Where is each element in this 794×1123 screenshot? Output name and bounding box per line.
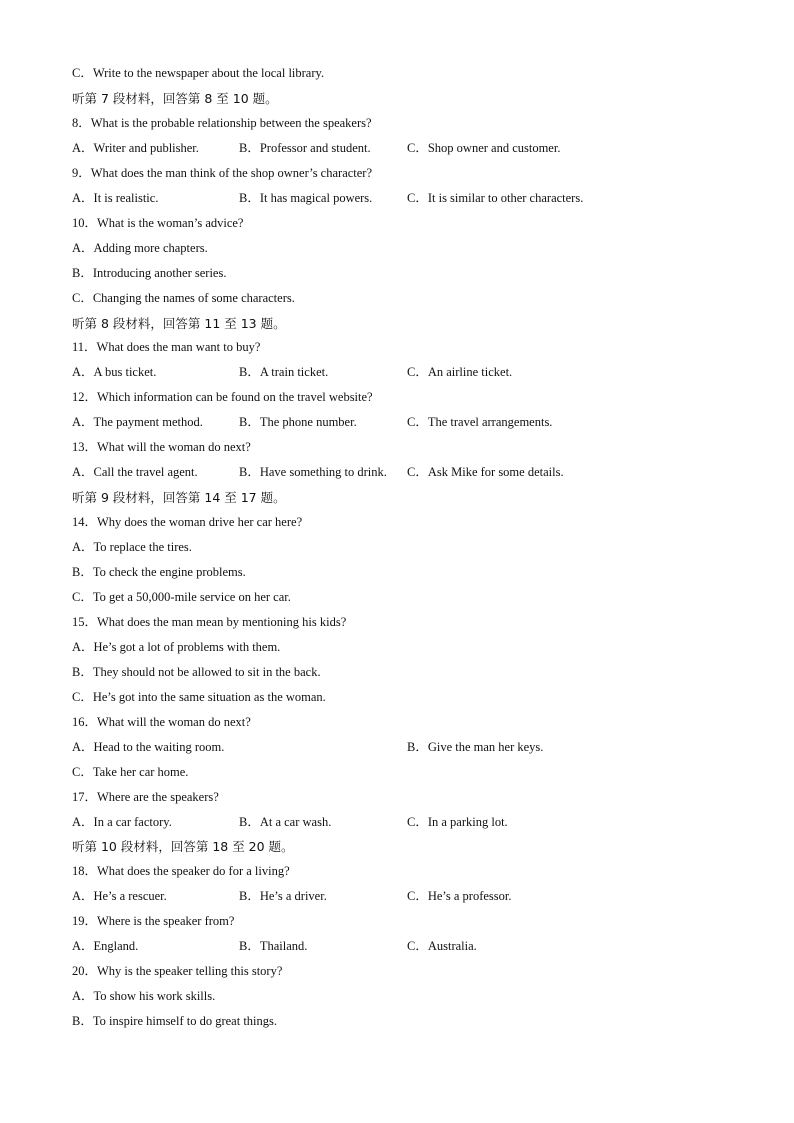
option-text: C．Ask Mike for some details. <box>407 465 564 479</box>
option-text: A．The payment method. <box>72 415 203 429</box>
question-text: 8．What is the probable relationship between the speakers? <box>72 116 372 130</box>
option-text: C．In a parking lot. <box>407 815 508 829</box>
question-text: 18．What does the speaker do for a living? <box>72 864 290 878</box>
option-row <box>72 884 772 909</box>
option-text: C．Shop owner and customer. <box>407 141 561 155</box>
section-instruction: 听第 10 段材料，回答第 18 至 20 题。 <box>72 839 294 854</box>
option-text: B．To check the engine problems. <box>72 565 246 579</box>
option-text: C．It is similar to other characters. <box>407 191 584 205</box>
option-text: B．Give the man her keys. <box>407 740 544 754</box>
question-text: 20．Why is the speaker telling this story? <box>72 964 283 978</box>
section-instruction: 听第 9 段材料，回答第 14 至 17 题。 <box>72 490 286 505</box>
question-text: 14．Why does the woman drive her car here? <box>72 515 303 529</box>
option-text: A．Head to the waiting room. <box>72 740 225 754</box>
option-row <box>72 735 772 760</box>
option-text: B．To inspire himself to do great things. <box>72 1014 278 1028</box>
option-text: B．He’s a driver. <box>239 889 327 903</box>
option-text: A．Adding more chapters. <box>72 241 208 255</box>
option-row <box>72 810 772 835</box>
option-text: B．It has magical powers. <box>239 191 373 205</box>
option-text: A．To show his work skills. <box>72 989 216 1003</box>
option-row <box>72 410 772 435</box>
question-text: 16．What will the woman do next? <box>72 715 251 729</box>
option-text: C．Write to the newspaper about the local library. <box>72 66 325 80</box>
option-text: C．Take her car home. <box>72 765 189 779</box>
question-text: 9．What does the man think of the shop owner’s character? <box>72 166 373 180</box>
question-text: 13．What will the woman do next? <box>72 440 251 454</box>
option-text: B．Have something to drink. <box>239 465 387 479</box>
option-row <box>72 360 772 385</box>
question-text: 12．Which information can be found on the travel website? <box>72 390 373 404</box>
option-text: A．Writer and publisher. <box>72 141 199 155</box>
question-text: 10．What is the woman’s advice? <box>72 216 244 230</box>
question-text: 11．What does the man want to buy? <box>72 340 261 354</box>
option-text: A．In a car factory. <box>72 815 172 829</box>
option-text: B．At a car wash. <box>239 815 332 829</box>
option-text: B．Introducing another series. <box>72 266 227 280</box>
option-text: C．An airline ticket. <box>407 365 513 379</box>
option-row <box>72 934 772 959</box>
option-text: C．Changing the names of some characters. <box>72 291 295 305</box>
option-text: B．Thailand. <box>239 939 308 953</box>
option-row <box>72 186 772 211</box>
option-text: B．A train ticket. <box>239 365 329 379</box>
option-text: C．Australia. <box>407 939 477 953</box>
option-text: A．A bus ticket. <box>72 365 157 379</box>
option-text: C．The travel arrangements. <box>407 415 553 429</box>
option-row <box>72 460 772 485</box>
section-instruction: 听第 8 段材料，回答第 11 至 13 题。 <box>72 316 286 331</box>
option-text: A．Call the travel agent. <box>72 465 198 479</box>
option-text: B．They should not be allowed to sit in the back. <box>72 665 321 679</box>
option-text: A．It is realistic. <box>72 191 159 205</box>
option-text: A．He’s got a lot of problems with them. <box>72 640 281 654</box>
option-row <box>72 136 772 161</box>
option-text: C．To get a 50,000-mile service on her car. <box>72 590 291 604</box>
option-text: C．He’s got into the same situation as the woman. <box>72 690 326 704</box>
option-text: A．England. <box>72 939 139 953</box>
option-text: C．He’s a professor. <box>407 889 512 903</box>
option-text: A．To replace the tires. <box>72 540 192 554</box>
section-instruction: 听第 7 段材料，回答第 8 至 10 题。 <box>72 91 278 106</box>
option-text: B．Professor and student. <box>239 141 371 155</box>
option-text: B．The phone number. <box>239 415 357 429</box>
option-text: A．He’s a rescuer. <box>72 889 167 903</box>
question-text: 17．Where are the speakers? <box>72 790 219 804</box>
question-text: 15．What does the man mean by mentioning his kids? <box>72 615 347 629</box>
question-text: 19．Where is the speaker from? <box>72 914 235 928</box>
